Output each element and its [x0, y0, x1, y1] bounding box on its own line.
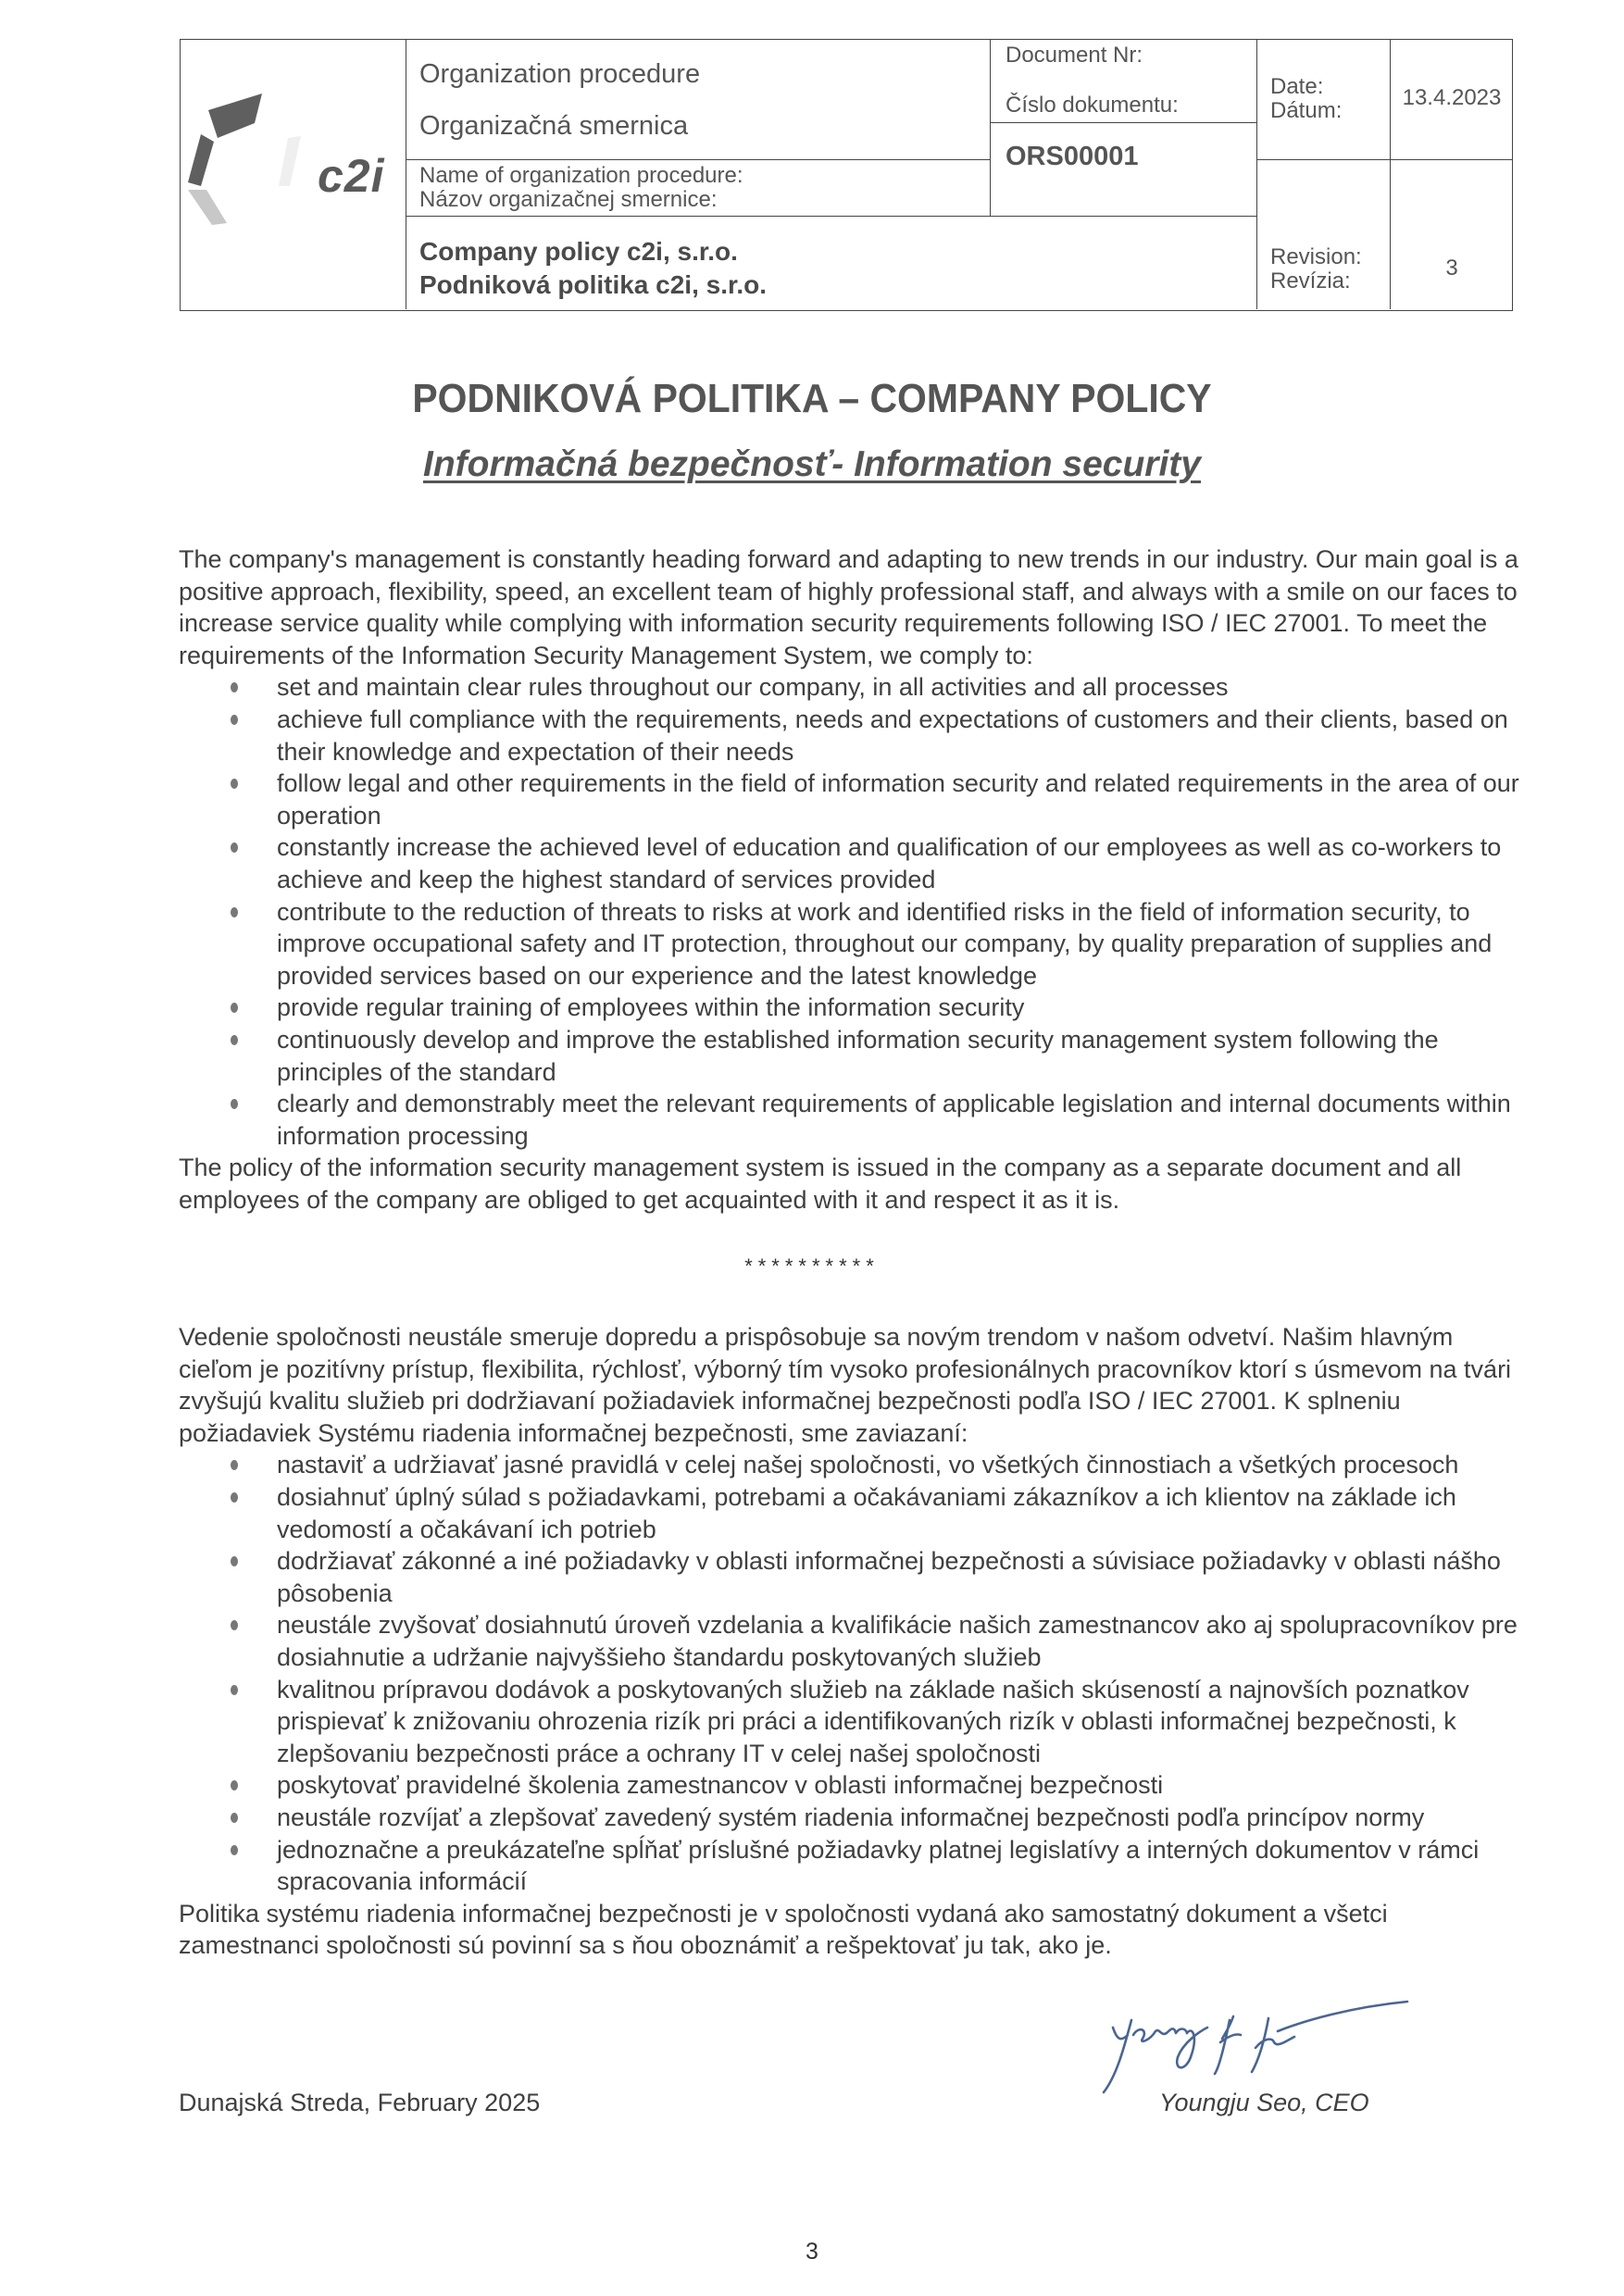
slovak-section — [179, 1321, 1521, 1962]
list-item — [179, 671, 1521, 704]
procedure-name-en: Company policy c2i, s.r.o. — [419, 237, 738, 266]
list-item — [179, 1609, 1521, 1673]
list-item-text: achieve full compliance with the requirements, needs and expectations of customers and their clients, based on their knowledge and expectation of their needs — [277, 705, 1508, 766]
logo-cell — [181, 40, 406, 309]
bullet-icon — [231, 1003, 238, 1013]
list-item-text: dosiahnuť úplný súlad s požiadavkami, potrebami a očakávaniami zákazníkov a ich klientov na základe ich vedomostí a očakávaní ich potrieb — [277, 1482, 1456, 1543]
bullet-icon — [231, 1035, 238, 1045]
list-item — [179, 1449, 1521, 1481]
procedure-name-cell — [406, 217, 990, 309]
bullet-icon — [231, 842, 238, 853]
page-subtitle: Informačná bezpečnosť- Information security — [422, 444, 1201, 484]
document-header-table — [180, 39, 1513, 311]
section-separator: ********** — [744, 1254, 880, 1278]
date-label-cell — [1256, 40, 1390, 160]
list-item-text: clearly and demonstrably meet the relevant requirements of applicable legislation and internal documents within information processing — [277, 1090, 1511, 1150]
list-item-text: follow legal and other requirements in the field of information security and related requirements in the area of our operation — [277, 769, 1519, 830]
slovak-intro: Vedenie spoločnosti neustále smeruje dopredu a prispôsobuje sa novým trendom v našom odvetví. Našim hlavným cieľom je pozitívny prístup, flexibilita, rýchlosť, výborný tím vysoko profesionálnych pracovníkov ktorí s úsmevom na tvári zvyšujú kvalitu služieb pri dodržiavaní požiadaviek informačnej bezpečnosti podľa ISO / IEC 27001. K splneniu požiadaviek Systému riadenia informačnej bezpečnosti, sme zaviazaní: — [179, 1323, 1512, 1447]
list-item — [179, 1802, 1521, 1834]
bullet-icon — [231, 1556, 238, 1566]
bullet-icon — [231, 682, 238, 693]
bullet-icon — [231, 1460, 238, 1470]
list-item-text: nastaviť a udržiavať jasné pravidlá v celej našej spoločnosti, vo všetkých činnostiach a všetkých procesoch — [277, 1451, 1459, 1479]
list-item — [179, 1088, 1521, 1152]
list-item-text: set and maintain clear rules throughout our company, in all activities and all processes — [277, 673, 1229, 702]
place-and-date: Dunajská Streda, February 2025 — [179, 2089, 541, 2116]
procedure-type-en: Organization procedure — [419, 59, 701, 89]
logo-text: c2i — [318, 150, 385, 202]
bullet-icon — [231, 1685, 238, 1695]
bullet-icon — [231, 715, 238, 725]
list-item-text: continuously develop and improve the established information security management system following the principles of the standard — [277, 1025, 1439, 1086]
signatory-name: Youngju Seo, CEO — [1159, 2089, 1369, 2116]
slovak-closing: Politika systému riadenia informačnej bezpečnosti je v spoločnosti vydaná ako samostatný dokument a všetci zamestnanci spoločnosti sú povinní sa s ňou oboznámiť a rešpektovať ju tak, ako je. — [179, 1899, 1388, 1960]
list-item — [179, 1834, 1521, 1898]
list-item — [179, 704, 1521, 767]
procedure-type-sk: Organizačná smernica — [419, 111, 689, 141]
bullet-icon — [231, 1620, 238, 1630]
document-nr-label-sk: Číslo dokumentu: — [1006, 93, 1179, 118]
list-item — [179, 1024, 1521, 1088]
english-commitments-list — [179, 671, 1521, 1152]
list-item-text: neustále rozvíjať a zlepšovať zavedený systém riadenia informačnej bezpečnosti podľa princípov normy — [277, 1803, 1425, 1831]
list-item — [179, 767, 1521, 831]
bullet-icon — [231, 1845, 238, 1855]
date-cell — [1390, 40, 1512, 160]
list-item-text: neustále zvyšovať dosiahnutú úroveň vzdelania a kvalifikácie našich zamestnancov ako aj spolupracovníkov pre dosiahnutie a udržanie najvyššieho štandardu poskytovaných služieb — [277, 1611, 1518, 1671]
list-item-text: poskytovať pravidelné školenia zamestnancov v oblasti informačnej bezpečnosti — [277, 1771, 1164, 1800]
list-item — [179, 1545, 1521, 1609]
procedure-name-sk: Podniková politika c2i, s.r.o. — [419, 270, 768, 299]
english-closing: The policy of the information security management system is issued in the company as a separate document and all employees of the company are obliged to get acquainted with it and respect it as it is. — [179, 1154, 1462, 1214]
list-item — [179, 992, 1521, 1024]
bullet-icon — [231, 1492, 238, 1503]
c2i-logo-icon — [181, 86, 319, 225]
list-item-text: provide regular training of employees within the information security — [277, 993, 1025, 1022]
bullet-icon — [231, 1813, 238, 1823]
list-item — [179, 896, 1521, 992]
procedure-name-label-sk: Názov organizačnej smernice: — [419, 187, 718, 212]
bullet-icon — [231, 1780, 238, 1791]
list-item — [179, 831, 1521, 895]
list-item — [179, 1769, 1521, 1802]
revision-label-cell — [1256, 160, 1390, 309]
list-item — [179, 1674, 1521, 1770]
revision-label-en: Revision: — [1270, 244, 1362, 269]
slovak-commitments-list — [179, 1449, 1521, 1897]
document-nr-label-cell — [990, 40, 1256, 123]
date-value: 13.4.2023 — [1402, 85, 1502, 110]
document-nr-label-en: Document Nr: — [1006, 43, 1143, 68]
procedure-name-label-en: Name of organization procedure: — [419, 163, 743, 188]
date-label-sk: Dátum: — [1270, 98, 1343, 123]
document-nr-value: ORS00001 — [1006, 142, 1139, 171]
bullet-icon — [231, 907, 238, 917]
page-title: PODNIKOVÁ POLITIKA – COMPANY POLICY — [412, 376, 1212, 421]
revision-cell — [1390, 160, 1512, 309]
procedure-name-label-cell — [406, 160, 990, 217]
document-nr-cell — [990, 123, 1256, 217]
bullet-icon — [231, 779, 238, 789]
revision-label-sk: Revízia: — [1270, 268, 1351, 293]
list-item-text: dodržiavať zákonné a iné požiadavky v oblasti informačnej bezpečnosti a súvisiace požiadavky v oblasti nášho pôsobenia — [277, 1547, 1501, 1607]
english-intro: The company's management is constantly heading forward and adapting to new trends in our industry. Our main goal is a positive approach, flexibility, speed, an excellent team of highly professional staff, and always with a smile on our faces to increase service quality while complying with information security requirements following ISO / IEC 27001. To meet the requirements of the Information Security Management System, we comply to: — [179, 545, 1518, 669]
list-item-text: contribute to the reduction of threats to risks at work and identified risks in the field of information security, to improve occupational safety and IT protection, throughout our company, by quality preparation of supplies and provided services based on our experience and the latest knowledge — [277, 897, 1493, 990]
list-item-text: constantly increase the achieved level of education and qualification of our employees as well as co-workers to achieve and keep the highest standard of services provided — [277, 833, 1502, 893]
revision-value: 3 — [1445, 256, 1458, 281]
ceo-signature-icon — [1083, 1983, 1472, 2103]
list-item-text: kvalitnou prípravou dodávok a poskytovaných služieb na základe našich skúseností a najnovších poznatkov prispievať k znižovaniu ohrozenia rizík pri práci a identifikovaných rizík v oblasti informačnej bezpečnosti, k zlepšovaniu bezpečnosti práce a ochrany IT v celej našej spoločnosti — [277, 1675, 1469, 1767]
english-section — [179, 543, 1521, 1216]
list-item — [179, 1481, 1521, 1545]
date-label-en: Date: — [1270, 74, 1324, 99]
bullet-icon — [231, 1099, 238, 1109]
page-number: 3 — [806, 2239, 818, 2265]
list-item-text: jednoznačne a preukázateľne spĺňať príslušné požiadavky platnej legislatívy a interných dokumentov v rámci spracovania informácií — [277, 1835, 1480, 1896]
procedure-type-cell — [406, 40, 990, 160]
